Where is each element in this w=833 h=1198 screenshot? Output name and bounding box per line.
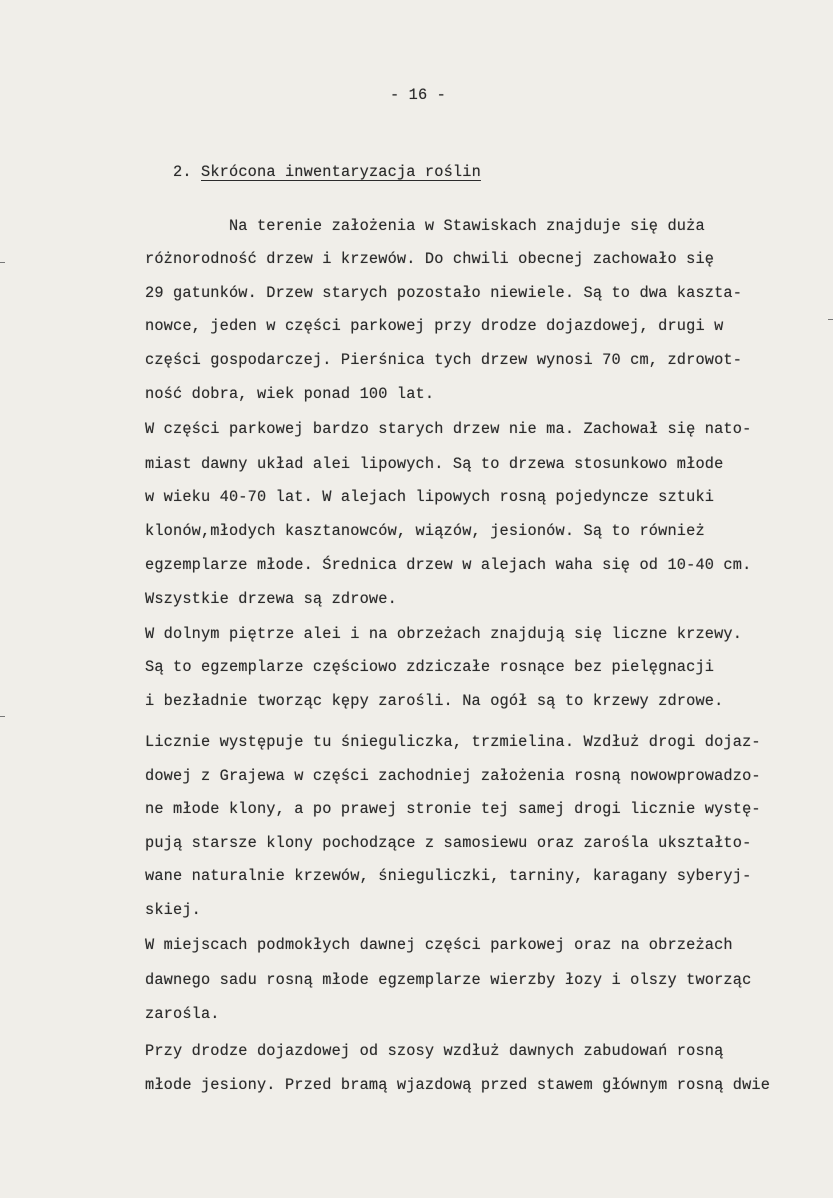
text-line: miast dawny układ alei lipowych. Są to drzewa stosunkowo młode — [145, 455, 724, 473]
page-number: - 16 - — [390, 86, 446, 104]
text-line: w wieku 40-70 lat. W alejach lipowych rosną pojedyncze sztuki — [145, 488, 715, 506]
text-line: Licznie występuje tu śnieguliczka, trzmielina. Wzdłuż drogi dojaz- — [145, 733, 761, 751]
text-line: pują starsze klony pochodzące z samosiewu oraz zarośla ukształto- — [145, 834, 752, 852]
text-line: skiej. — [145, 901, 201, 919]
text-line: Na terenie założenia w Stawiskach znajduje się duża — [145, 217, 705, 235]
margin-punch-mark — [0, 716, 5, 717]
text-line: dawnego sadu rosną młode egzemplarze wierzby łozy i olszy tworząc — [145, 971, 752, 989]
text-line: zarośla. — [145, 1005, 220, 1023]
text-line: dowej z Grajewa w części zachodniej założenia rosną nowowprowadzo- — [145, 767, 761, 785]
margin-punch-mark — [828, 319, 833, 320]
text-line: egzemplarze młode. Średnica drzew w alejach waha się od 10-40 cm. — [145, 556, 752, 574]
text-line: Przy drodze dojazdowej od szosy wzdłuż dawnych zabudowań rosną — [145, 1042, 724, 1060]
text-line: wane naturalnie krzewów, śnieguliczki, tarniny, karagany syberyj- — [145, 867, 752, 885]
section-heading — [173, 163, 481, 181]
margin-punch-mark — [0, 262, 5, 263]
text-line: ność dobra, wiek ponad 100 lat. — [145, 385, 435, 403]
text-line: klonów,młodych kasztanowców, wiązów, jesionów. Są to również — [145, 522, 705, 540]
text-line: Wszystkie drzewa są zdrowe. — [145, 590, 397, 608]
text-line: W miejscach podmokłych dawnej części parkowej oraz na obrzeżach — [145, 936, 733, 954]
text-line: Są to egzemplarze częściowo zdziczałe rosnące bez pielęgnacji — [145, 658, 715, 676]
text-line: 29 gatunków. Drzew starych pozostało niewiele. Są to dwa kaszta- — [145, 284, 743, 302]
section-number: 2. — [173, 163, 192, 181]
section-title: Skrócona inwentaryzacja roślin — [201, 163, 481, 181]
text-line: W części parkowej bardzo starych drzew nie ma. Zachował się nato- — [145, 420, 752, 438]
text-line: różnorodność drzew i krzewów. Do chwili obecnej zachowało się — [145, 250, 715, 268]
text-line: ne młode klony, a po prawej stronie tej samej drogi licznie wystę- — [145, 800, 761, 818]
text-line: W dolnym piętrze alei i na obrzeżach znajdują się liczne krzewy. — [145, 625, 743, 643]
text-line: młode jesiony. Przed bramą wjazdową przed stawem głównym rosną dwie — [145, 1076, 771, 1094]
text-line: i bezładnie tworząc kępy zarośli. Na ogół są to krzewy zdrowe. — [145, 692, 724, 710]
text-line: nowce, jeden w części parkowej przy drodze dojazdowej, drugi w — [145, 317, 724, 335]
text-line: części gospodarczej. Pierśnica tych drzew wynosi 70 cm, zdrowot- — [145, 351, 743, 369]
